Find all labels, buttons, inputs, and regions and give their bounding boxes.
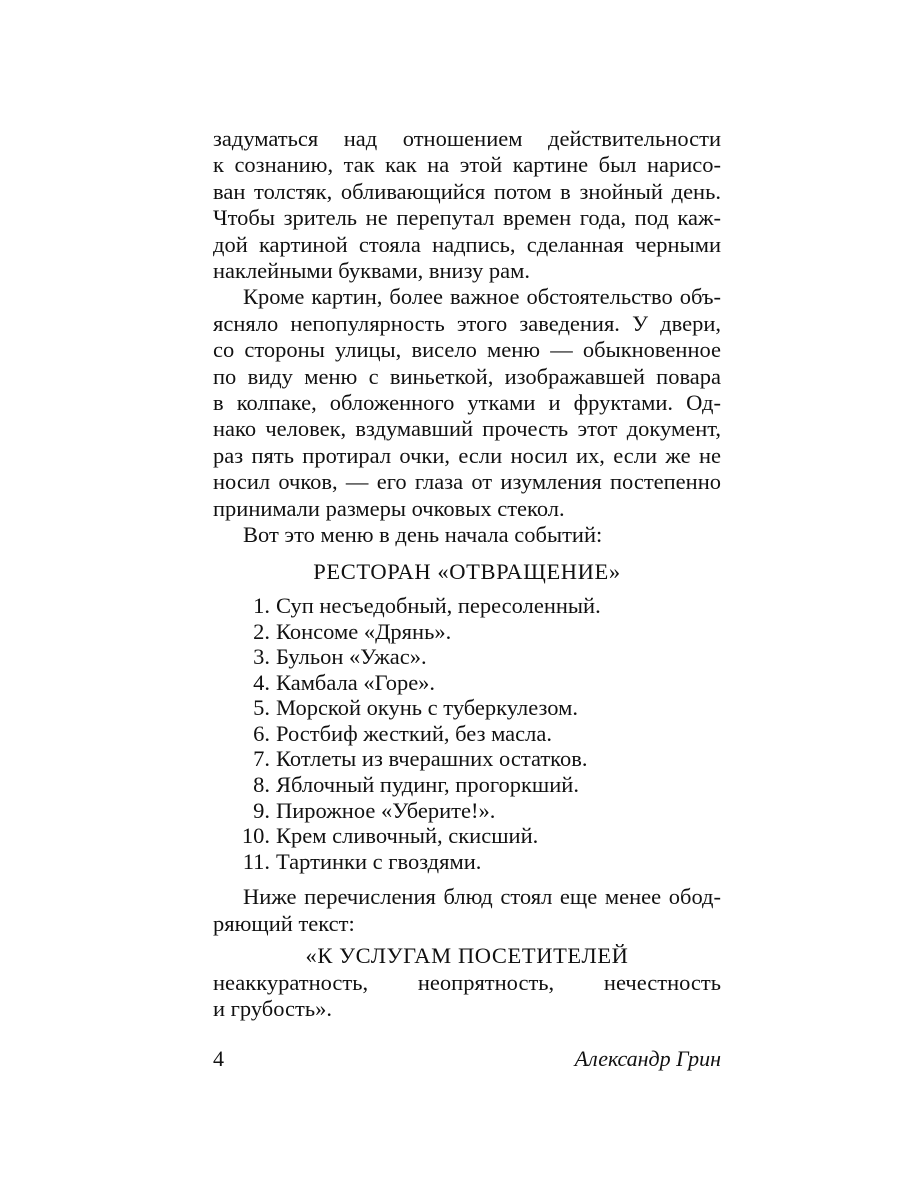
paragraph-3 [213,522,721,548]
text-line: наклейными буквами, внизу рам. [213,258,530,284]
menu-item [213,849,721,875]
text-line: дой картиной стояла надпись, сделанная черными [213,231,721,257]
text-line: ясняло непопулярность этого заведения. У двери, [213,310,721,336]
menu-item [213,746,721,772]
page-body [213,126,721,1022]
menu-item-text: Ростбиф жесткий, без масла. [276,720,552,746]
text-line: Кроме картин, более важное обстоятельство объ- [243,284,721,310]
menu-item-number: 11. [242,848,270,874]
text-line: Вот это меню в день начала событий: [243,522,603,548]
menu-item [213,772,721,798]
text-line: со стороны улицы, висело меню — обыкновенное [213,337,721,363]
text-line: раз пять протирал очки, если носил их, если же не [213,442,721,468]
running-author: Александр Грин [574,1046,721,1071]
menu-item-number: 6. [253,720,270,746]
paragraph-2 [213,284,721,522]
notice-text [213,970,721,1023]
page-footer [213,1046,721,1072]
text-line: принимали размеры очковых стекол. [213,495,565,521]
menu-item-text: Камбала «Горе». [276,669,436,695]
text-line: задуматься над отношением действительности [213,126,721,151]
menu-list [213,593,721,875]
menu-item-number: 8. [253,772,270,798]
text-line: и грубость». [213,996,333,1022]
menu-item-text: Суп несъедобный, пересоленный. [276,592,601,618]
menu-item-number: 1. [253,592,270,618]
menu-item-number: 4. [253,669,270,695]
paragraph-4 [213,884,721,937]
menu-title: РЕСТОРАН «ОТВРАЩЕНИЕ» [313,558,621,584]
menu-item-number: 7. [253,746,270,772]
text-line: к сознанию, так как на этой картине был нарисо- [213,152,721,178]
menu-item-number: 9. [253,797,270,823]
menu-item-text: Морской окунь с туберкулезом. [276,695,578,721]
menu-item-text: Яблочный пудинг, прогоркший. [276,772,579,798]
menu-item-text: Крем сливочный, скисший. [276,823,539,849]
menu-item [213,644,721,670]
text-line: нако человек, вздумавший прочесть этот документ, [213,416,721,442]
text-line: Чтобы зритель не перепутал времен года, под каж- [213,205,721,231]
menu-item [213,695,721,721]
menu-item [213,670,721,696]
menu-item-text: Пирожное «Уберите!». [276,797,496,823]
menu-item [213,823,721,849]
menu-item-number: 10. [241,823,270,849]
menu-item [213,798,721,824]
page-number: 4 [213,1046,224,1071]
menu-item-number: 2. [253,618,270,644]
text-line: ряющий текст: [213,910,355,936]
text-line: носил очков, — его глаза от изумления постепенно [213,469,721,495]
menu-item-text: Консоме «Дрянь». [276,618,452,644]
text-line: в колпаке, обложенного утками и фруктами. Од- [213,390,721,416]
menu-item-text: Тартинки с гвоздями. [276,848,482,874]
menu-item-text: Котлеты из вчерашних остатков. [276,746,588,772]
menu-item-text: Бульон «Ужас». [276,644,427,670]
menu-item-number: 5. [253,695,270,721]
menu-item [213,721,721,747]
menu-item [213,619,721,645]
menu-item-number: 3. [253,644,270,670]
notice-heading: «К УСЛУГАМ ПОСЕТИТЕЛЕЙ [305,943,629,969]
menu-item [213,593,721,619]
text-line: по виду меню с виньеткой, изображавшей повара [213,363,721,389]
text-line: ван толстяк, обливающийся потом в знойный день. [213,178,721,204]
text-line: Ниже перечисления блюд стоял еще менее обод- [243,884,721,910]
paragraph-1 [213,126,721,284]
text-line: неаккуратность, неопрятность, нечестность [213,969,721,995]
